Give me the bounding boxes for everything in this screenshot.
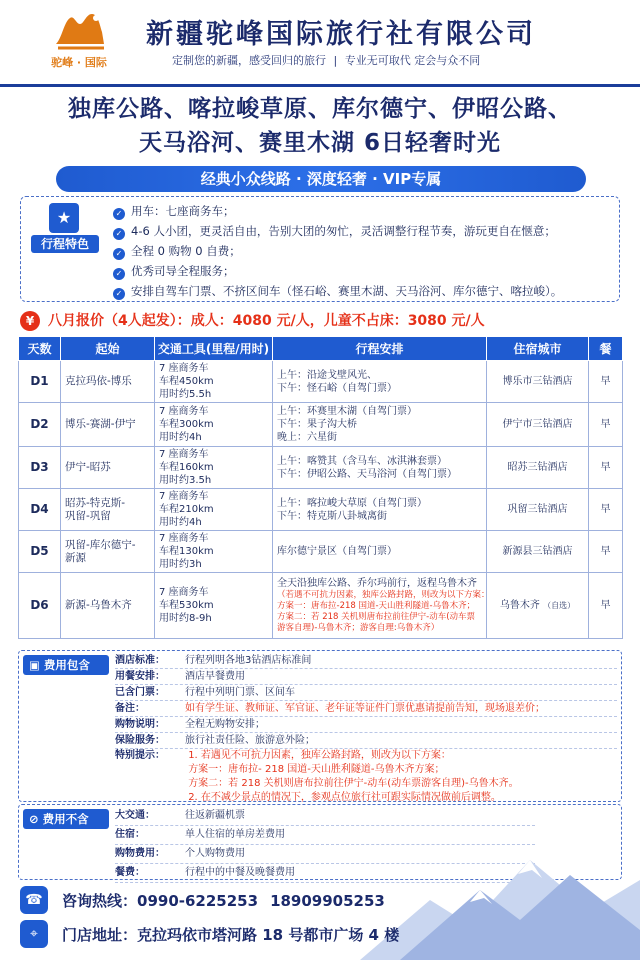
hotel-cell: 博乐市三钻酒店 — [487, 361, 589, 403]
meal-cell: 早 — [589, 447, 623, 489]
phone-number[interactable]: 0990-6225253 — [137, 892, 259, 910]
transport-text: 7 座商务车 — [159, 449, 209, 460]
transport-text: 用时约5.5h — [159, 389, 212, 400]
shield-star-icon: ★ — [49, 203, 79, 233]
schedule-note: 游客自理)-乌鲁木齐；游客自理:乌鲁木齐） — [277, 623, 440, 633]
meal-cell: 早 — [589, 489, 623, 531]
feature-text: 全程 0 购物 0 自费； — [131, 244, 241, 258]
row-value: 往返新疆机票 — [185, 810, 245, 821]
transport-cell — [155, 403, 273, 447]
schedule-cell — [273, 531, 487, 573]
included-row — [115, 685, 617, 701]
day-cell: D3 — [19, 447, 61, 489]
day-cell: D2 — [19, 403, 61, 447]
route-text: 伊宁-昭苏 — [65, 461, 111, 473]
hotel-cell: 巩留三钻酒店 — [487, 489, 589, 531]
excluded-row — [115, 807, 535, 826]
meal-cell: 早 — [589, 573, 623, 639]
row-value: 全程无购物安排； — [185, 719, 265, 730]
slogan-1: 定制您的新疆，感受回归的旅行 — [172, 54, 326, 67]
table-row — [19, 361, 623, 403]
schedule-note: 方案二：若 218 关机则唐布拉前往伊宁-动车(动车票 — [277, 612, 476, 622]
logo-text: 驼峰 · 国际 — [51, 56, 107, 69]
transport-text: 用时约3.5h — [159, 475, 212, 486]
features-list — [113, 201, 613, 301]
phone-icon: ☎ — [20, 886, 48, 914]
row-label: 酒店标准： — [115, 655, 165, 666]
feature-item — [113, 241, 613, 261]
transport-text: 7 座商务车 — [159, 363, 209, 374]
feature-text: 优秀司导全程服务； — [131, 264, 235, 278]
transport-text: 车程450km — [159, 376, 214, 387]
transport-text: 7 座商务车 — [159, 587, 209, 598]
route-text: 新源-乌鲁木齐 — [65, 599, 132, 611]
tip-line: 2. 在不减少景点的情况下，参观点位旅行社可跟实际情况做前后调整。 — [188, 792, 501, 803]
feature-item — [113, 221, 613, 241]
route-cell — [61, 361, 155, 403]
check-icon: ✓ — [113, 268, 125, 280]
column-header: 行程安排 — [273, 337, 487, 361]
tip-line: 1. 若遇见不可抗力因素，独库公路封路，则改为以下方案： — [188, 750, 451, 761]
schedule-text: 上午：沿途戈壁风光、 — [277, 369, 377, 381]
hotel-note: （自选） — [543, 601, 576, 610]
row-label: 住宿： — [115, 829, 145, 840]
route-cell — [61, 573, 155, 639]
transport-cell — [155, 573, 273, 639]
feature-item — [113, 281, 613, 301]
row-label: 购物费用： — [115, 848, 165, 859]
column-header: 交通工具(里程/用时) — [155, 337, 273, 361]
hotline-label: 咨询热线： — [62, 892, 138, 910]
tour-title — [0, 92, 640, 160]
hotel-cell: 新源县三钻酒店 — [487, 531, 589, 573]
check-icon: ✓ — [113, 208, 125, 220]
included-row — [115, 669, 617, 685]
meal-cell: 早 — [589, 403, 623, 447]
address-row — [20, 920, 440, 954]
feature-text: 用车：七座商务车； — [131, 204, 235, 218]
included-box — [18, 650, 622, 802]
hotel-cell: 昭苏三钻酒店 — [487, 447, 589, 489]
transport-text: 用时约8-9h — [159, 613, 212, 624]
table-row — [19, 573, 623, 639]
route-text: 博乐-赛湖-伊宁 — [65, 418, 136, 430]
transport-text: 用时约3h — [159, 559, 202, 570]
included-row — [115, 717, 617, 733]
column-header: 天数 — [19, 337, 61, 361]
tips-lines — [188, 749, 518, 805]
table-row — [19, 447, 623, 489]
row-label: 购物说明： — [115, 719, 165, 730]
price-text: 八月报价（4人起发）：成人：4080 元/人，儿童不占床：3080 元/人 — [48, 313, 485, 329]
transport-text: 7 座商务车 — [159, 533, 209, 544]
column-header: 起始 — [61, 337, 155, 361]
contact-section — [20, 886, 440, 954]
address-value: 克拉玛依市塔河路 18 号都市广场 4 楼 — [137, 926, 400, 944]
feature-item — [113, 201, 613, 221]
schedule-text: 下午：怪石峪（自驾门票） — [277, 382, 397, 394]
row-label: 用餐安排： — [115, 671, 165, 682]
schedule-text: 上午：喀拉峻大草原（自驾门票） — [277, 497, 427, 509]
table-row — [19, 403, 623, 447]
transport-cell — [155, 447, 273, 489]
transport-text: 用时约4h — [159, 517, 202, 528]
route-text: 巩留-库尔德宁- — [65, 538, 136, 551]
transport-text: 7 座商务车 — [159, 491, 209, 502]
route-cell — [61, 403, 155, 447]
schedule-cell — [273, 489, 487, 531]
table-row — [19, 489, 623, 531]
tour-title-line-1: 独库公路、喀拉峻草原、库尔德宁、伊昭公路、 — [68, 96, 572, 122]
phone-number[interactable]: 18909905253 — [270, 892, 385, 910]
check-icon: ✓ — [113, 248, 125, 260]
table-row — [19, 531, 623, 573]
schedule-text: 库尔德宁景区（自驾门票） — [277, 546, 397, 557]
included-rows — [115, 653, 617, 805]
features-badge — [31, 203, 99, 255]
slogan-2: 专业无可取代 定会与众不同 — [344, 54, 481, 67]
feature-item — [113, 261, 613, 281]
check-icon: ✓ — [113, 288, 125, 300]
schedule-cell — [273, 447, 487, 489]
features-badge-label: 行程特色 — [31, 235, 99, 253]
day-cell: D5 — [19, 531, 61, 573]
schedule-cell — [273, 361, 487, 403]
row-value: 单人住宿的单房差费用 — [185, 829, 285, 840]
schedule-text: 上午：环赛里木湖（自驾门票） — [277, 406, 417, 417]
company-name: 新疆驼峰国际旅行社有限公司 — [146, 19, 536, 50]
route-text: 巩留-巩留 — [65, 509, 111, 522]
transport-cell — [155, 531, 273, 573]
hotel-text: 乌鲁木齐 — [499, 600, 540, 611]
schedule-text: 全天沿独库公路、乔尔玛前行，返程乌鲁木齐 — [277, 578, 477, 589]
schedule-cell — [273, 573, 490, 639]
row-value: 如有学生证、教师证、军官证、老年证等证件门票优惠请提前告知，现场退差价； — [185, 703, 545, 714]
route-cell — [61, 489, 155, 531]
schedule-text: 下午：果子沟大桥 — [277, 419, 357, 430]
schedule-text: 下午：伊昭公路、天马浴河（自驾门票） — [277, 468, 457, 480]
header-divider — [0, 84, 640, 87]
company-logo — [34, 8, 124, 70]
itinerary-table — [18, 336, 623, 639]
row-value: 个人购物费用 — [185, 848, 245, 859]
subtitle-banner: 经典小众线路 · 深度轻奢 · VIP专属 — [56, 166, 586, 192]
row-value: 行程列明各地3钻酒店标准间 — [185, 655, 312, 666]
row-label: 餐费： — [115, 867, 145, 878]
table-header-row — [19, 337, 623, 361]
wallet-icon: ▣ — [29, 658, 44, 672]
hotline-text — [62, 890, 397, 911]
feature-text: 4-6 人小团，更灵活自由，告别大团的匆忙，灵活调整行程节奏，游玩更自在惬意； — [131, 224, 556, 238]
day-cell: D6 — [19, 573, 61, 639]
schedule-cell — [273, 403, 487, 447]
transport-text: 车程210km — [159, 504, 214, 515]
tour-title-line-2: 天马浴河、赛里木湖 6日轻奢时光 — [138, 130, 501, 156]
transport-text: 车程300km — [159, 419, 214, 430]
row-value: 行程中列明门票、区间车 — [185, 687, 295, 698]
transport-text: 车程160km — [159, 462, 214, 473]
transport-text: 车程530km — [159, 600, 214, 611]
column-header: 餐 — [589, 337, 623, 361]
transport-text: 车程130km — [159, 546, 214, 557]
schedule-text: 下午：特克斯八卦城离街 — [277, 510, 387, 522]
row-value: 酒店早餐费用 — [185, 671, 245, 682]
tip-line: 方案一：唐布拉- 218 国道-天山胜利隧道-乌鲁木齐方案； — [188, 764, 445, 775]
column-header: 住宿城市 — [487, 337, 589, 361]
route-text: 昭苏-特克斯- — [65, 496, 126, 509]
row-label: 保险服务： — [115, 735, 165, 746]
meal-cell: 早 — [589, 361, 623, 403]
special-tips — [115, 749, 617, 805]
day-cell: D4 — [19, 489, 61, 531]
row-label: 大交通： — [115, 810, 155, 821]
meal-cell: 早 — [589, 531, 623, 573]
row-value: 旅行社责任险、旅游意外险； — [185, 735, 315, 746]
schedule-text: 晚上：六星街 — [277, 432, 337, 443]
included-row — [115, 701, 617, 717]
location-pin-icon: ⌖ — [20, 920, 48, 948]
slogan — [172, 52, 484, 68]
schedule-note: （若遇不可抗力因素，独库公路封路，则改为以下方案： — [277, 590, 490, 600]
tips-label: 特别提示： — [115, 750, 165, 761]
address-label: 门店地址： — [62, 926, 138, 944]
camel-logo-icon — [52, 8, 108, 52]
excluded-tag — [23, 809, 109, 829]
excluded-tag-label: 费用不含 — [42, 812, 89, 826]
included-tag — [23, 655, 109, 675]
feature-text: 安排自驾车门票、不挤区间车（怪石峪、赛里木湖、天马浴河、库尔德宁、喀拉峻）。 — [131, 284, 563, 298]
slogan-separator: | — [333, 54, 338, 67]
check-icon: ✓ — [113, 228, 125, 240]
schedule-text: 上午：喀赞其（含马车、冰淇淋套票） — [277, 455, 447, 467]
row-label: 备注： — [115, 703, 145, 714]
transport-text: 用时约4h — [159, 432, 202, 443]
day-cell: D1 — [19, 361, 61, 403]
transport-text: 7 座商务车 — [159, 406, 209, 417]
price-line — [20, 310, 620, 332]
route-text: 克拉玛依-博乐 — [65, 375, 132, 387]
transport-cell — [155, 489, 273, 531]
route-cell — [61, 447, 155, 489]
no-entry-icon: ⊘ — [29, 812, 43, 826]
included-row — [115, 733, 617, 749]
included-tag-label: 费用包含 — [43, 658, 90, 672]
schedule-note: 方案一：唐布拉-218 国道-天山胜利隧道-乌鲁木齐； — [277, 601, 476, 611]
hotel-cell — [487, 573, 589, 639]
header — [0, 0, 640, 86]
features-box — [20, 196, 620, 302]
yen-icon: ¥ — [20, 311, 40, 331]
row-value: 行程中的中餐及晚餐费用 — [185, 867, 295, 878]
address-text — [62, 924, 411, 945]
transport-cell — [155, 361, 273, 403]
route-text: 新源 — [65, 551, 86, 564]
included-row — [115, 653, 617, 669]
route-cell — [61, 531, 155, 573]
row-label: 已含门票： — [115, 687, 165, 698]
tip-line: 方案二：若 218 关机则唐布拉前往伊宁-动车(动车票游客自理)-乌鲁木齐。 — [188, 778, 519, 789]
hotel-cell: 伊宁市三钻酒店 — [487, 403, 589, 447]
hotline-row — [20, 886, 440, 920]
